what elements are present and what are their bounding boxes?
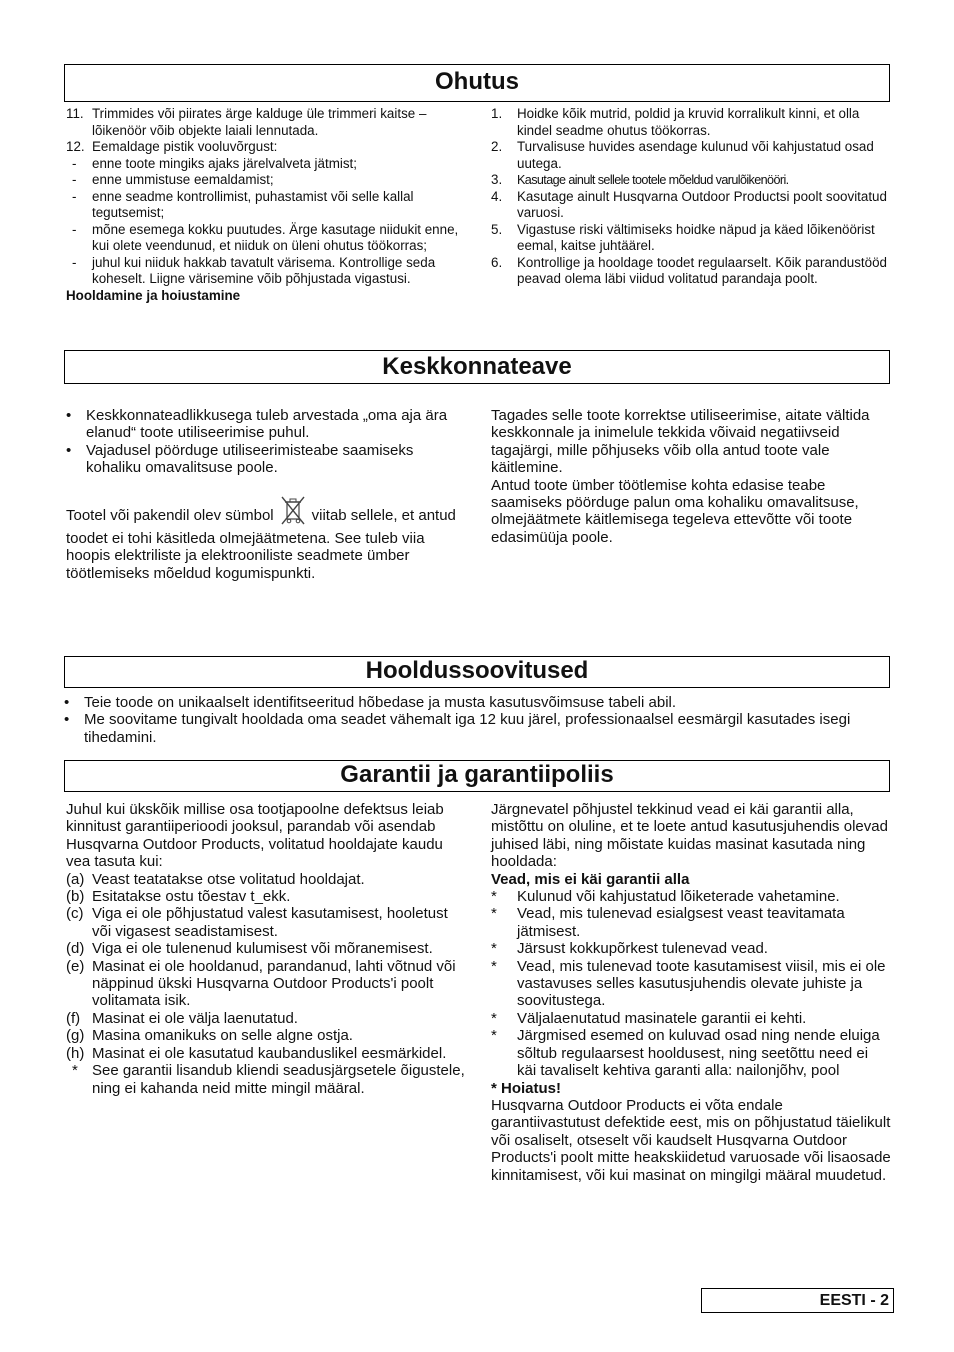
ohutus-left-column xyxy=(66,106,466,304)
list-item: - juhul kui niiduk hakkab tavatult värisema. Kontrollige seda koheselt. Liigne värisemine võib põhjustada vigastusi. xyxy=(72,254,436,286)
list-item: * Järsust kokkupõrkest tulenevad vead. xyxy=(491,940,768,958)
list-item: * Vead, mis tulenevad toote kasutamisest viisil, mis ei ole vastavuses selles kasutusjuhendis olevate juhiste ja soovitustega. xyxy=(491,957,886,1010)
ohutus-right-column xyxy=(491,106,891,288)
list-item: (g) Masina omanikuks on selle algne ostja. xyxy=(66,1027,353,1045)
page-footer: EESTI - 2 xyxy=(701,1288,894,1313)
list-item: 5. Vigastuse riski vältimiseks hoidke näpud ja käed lõikenöörist eemal, kaitse juhtäärel. xyxy=(491,221,875,253)
section-title-ohutus: Ohutus xyxy=(64,64,890,102)
keskkond-right-column xyxy=(491,407,886,546)
paragraph: Juhul kui ükskõik millise osa tootjapoolne defektsus leiab kinnitust garantiiperioodi jooksul, parandab või asendab Husqvarna Outdoor Products, volitatud hooldajate kaudu vea tasuta kui: xyxy=(66,801,444,871)
list-item: 12. Eemaldage pistik vooluvõrgust: xyxy=(66,139,278,154)
warning-text: Husqvarna Outdoor Products ei võta endale garantiivastutust defektide eest, mis on põhjustatud täielikult või osaliselt, otseselt või kaudselt Husqvarna Outdoor Products'i poolt mitte heakskiidetud varuosade või lisaosade kinnitamisest, või kui masinat on mingilgi määral muudetud. xyxy=(491,1096,891,1184)
hooldus-list xyxy=(64,694,890,746)
list-item: 6. Kontrollige ja hooldage toodet regulaarselt. Kõik parandustööd peavad olema läbi viidud volitatud parandaja poolt. xyxy=(491,254,887,286)
list-item: - enne seadme kontrollimist, puhastamist või selle kallal tegutsemist; xyxy=(72,188,414,220)
list-item: * Vead, mis tulenevad esialgsest veast teavitamata jätmisest. xyxy=(491,905,845,940)
list-item: (b) Esitatakse ostu tõestav t_ekk. xyxy=(66,888,291,906)
list-item: (c) Viga ei ole põhjustatud valest kasutamisest, hooletust või vigasest seadistamisest. xyxy=(66,905,448,940)
section-title-hooldussoovitused: Hooldussoovitused xyxy=(64,656,890,688)
list-item: • Me soovitame tungivalt hooldada oma seadet vähemalt iga 12 kuu järel, professionaalsel eesmärgil kasutades isegi tihedamini. xyxy=(64,711,851,746)
list-item: 2. Turvalisuse huvides asendage kulunud või kahjustatud osad uutega. xyxy=(491,139,874,171)
weee-paragraph: Tootel või pakendil olev sümbol viitab sellele, et antud toodet ei tohi käsitleda olmejäätmetena. See tuleb viia hoopis elektriliste ja elektrooniliste seadmete ümber töötlemiseks mõeldud kogumispunkti. xyxy=(66,494,466,583)
garantii-right-column xyxy=(491,801,891,1184)
subheading-vead: Vead, mis ei käi garantii alla xyxy=(491,870,690,888)
paragraph: Järgnevatel põhjustel tekkinud vead ei käi garantii alla, mistõttu on oluline, et te loete antud kasutusjuhendis olevad juhised läbi, ning mõistate kuidas masinat kasutada ning hooldada: xyxy=(491,801,888,871)
list-item: - enne ummistuse eemaldamist; xyxy=(72,172,274,187)
list-item: 4. Kasutage ainult Husqvarna Outdoor Productsi poolt soovitatud varuosi. xyxy=(491,188,887,220)
warning-heading: * Hoiatus! xyxy=(491,1079,562,1097)
list-item: - enne toote mingiks ajaks järelvalveta jätmist; xyxy=(72,155,357,171)
list-item: (a) Veast teatatakse otse volitatud hooldajat. xyxy=(66,870,365,888)
list-item: • Teie toode on unikaalselt identifitseeritud hõbedase ja musta kasutusvõimsuse tabeli abil. xyxy=(64,694,677,711)
list-item: * Väljalaenutatud masinatele garantii ei kehti. xyxy=(491,1009,807,1027)
list-item: (e) Masinat ei ole hooldanud, parandanud, lahti võtnud või näppinud ükski Husqvarna Outdoor Products'i poolt volitamata isik. xyxy=(66,957,456,1010)
crossed-bin-icon xyxy=(278,494,308,530)
list-item: (f) Masinat ei ole välja laenutatud. xyxy=(66,1009,298,1027)
list-item: • Vajadusel pöörduge utiliseerimisteabe saamiseks kohaliku omavalitsuse poole. xyxy=(66,441,414,477)
paragraph: Tagades selle toote korrektse utiliseerimise, aitate vältida keskkonnale ja inimelule tekkida võivaid negatiivseid tagajärgi, mille põhjuseks võib olla antud toote vale käitlemine. xyxy=(491,407,870,477)
keskkond-left-column xyxy=(66,407,466,582)
list-item: * Kulunud või kahjustatud lõiketerade vahetamine. xyxy=(491,888,840,906)
subheading-hooldamine: Hooldamine ja hoiustamine xyxy=(66,287,241,303)
section-title-keskkonnateave: Keskkonnateave xyxy=(64,350,890,384)
list-item: - mõne esemega kokku puutudes. Ärge kasutage niidukit enne, kui olete veendunud, et niiduk on üleni ohutus töökorras; xyxy=(72,221,459,253)
paragraph: Antud toote ümber töötlemise kohta edasise teabe saamiseks pöörduge palun oma kohaliku omavalitsuse, olmejäätmete käitlemisega tegeleva ettevõtte või toote edasimüüja poole. xyxy=(491,476,859,546)
section-title-garantii: Garantii ja garantiipoliis xyxy=(64,760,890,792)
list-item: • Keskkonnateadlikkusega tuleb arvestada „oma aja ära elanud“ toote utiliseerimise puhul. xyxy=(66,407,448,442)
list-item: * See garantii lisandub kliendi seadusjärgsetele õigustele, ning ei kahanda neid mitte mingil määral. xyxy=(72,1062,465,1097)
list-item: (d) Viga ei ole tulenenud kulumisest või mõranemisest. xyxy=(66,940,433,958)
list-item: (h) Masinat ei ole kasutatud kaubanduslikel eesmärkidel. xyxy=(66,1044,447,1062)
garantii-left-column xyxy=(66,801,466,1097)
list-item: 3. Kasutage ainult sellele tootele mõeldud varulõikenööri. xyxy=(491,172,789,187)
list-item: 11. Trimmides või piirates ärge kalduge üle trimmeri kaitse – lõikenöör võib objekte laiali lennutada. xyxy=(66,106,427,138)
list-item: * Järgmised esemed on kuluvad osad ning nende eluiga sõltub regulaarsest hooldusest, ning seetõttu need ei käi tavaliselt kehtiva garanti alla: nailonjõhv, pool xyxy=(491,1027,880,1080)
list-item: 1. Hoidke kõik mutrid, poldid ja kruvid korralikult kinni, et olla kindel seadme ohutus töökorras. xyxy=(491,106,860,138)
